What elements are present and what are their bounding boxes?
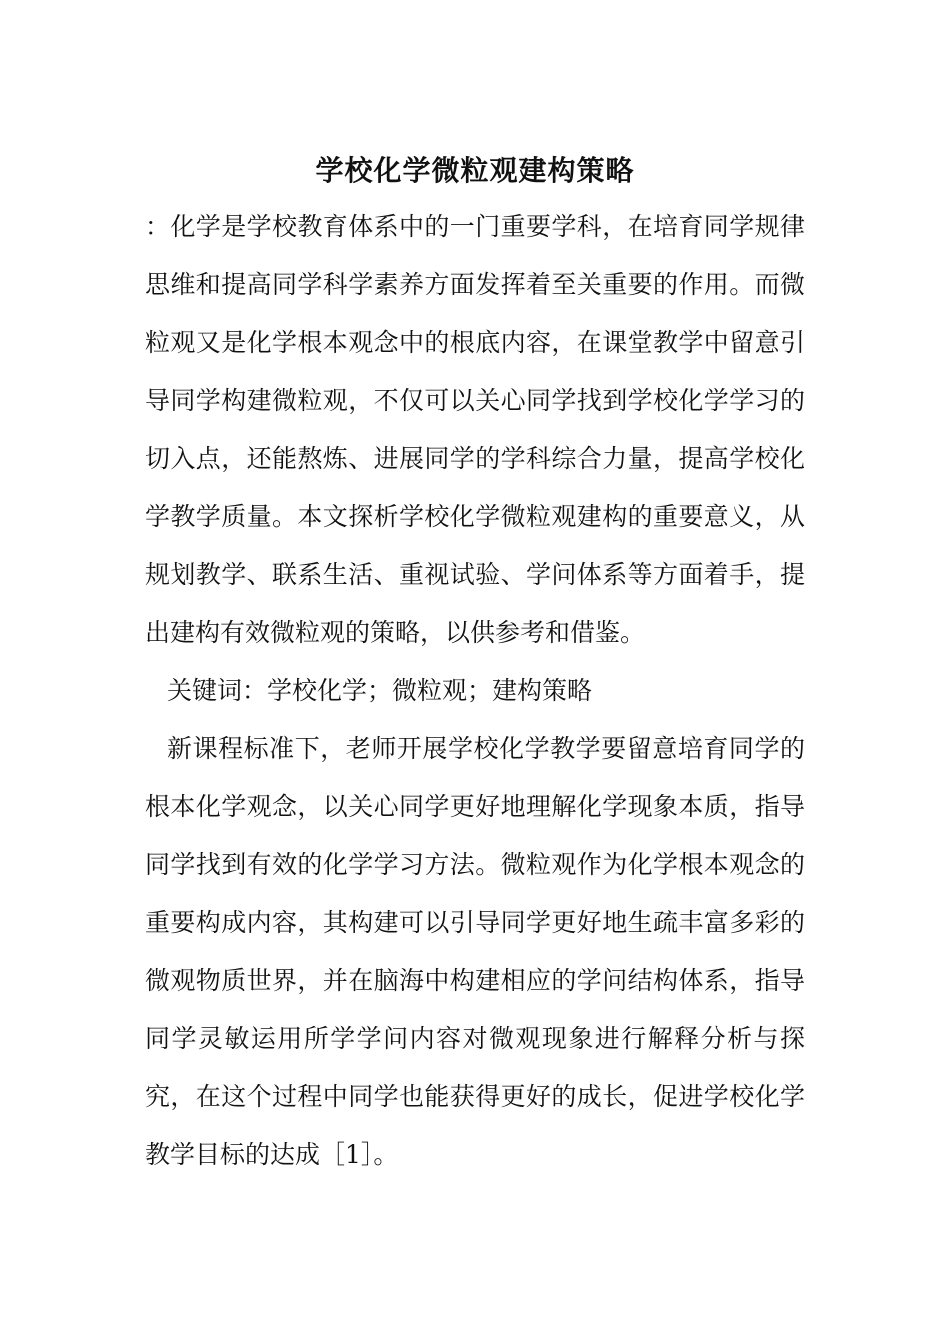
body-paragraph: 新课程标准下，老师开展学校化学教学要留意培育同学的根本化学观念，以关心同学更好地理解化学现象本质，指导同学找到有效的化学学习方法。微粒观作为化学根本观念的重要构成内容，其构建可以引导同学更好地生疏丰富多彩的微观物质世界，并在脑海中构建相应的学问结构体系，指导同学灵敏运用所学学问内容对微观现象进行解释分析与探究，在这个过程中同学也能获得更好的成长，促进学校化学教学目标的达成［1］。 — [145, 734, 805, 1169]
document-title: 学校化学微粒观建构策略 — [315, 153, 635, 187]
keywords-line: 关键词：学校化学；微粒观；建构策略 — [167, 676, 593, 705]
document-body — [145, 198, 805, 1184]
abstract-paragraph: ：化学是学校教育体系中的一门重要学科，在培育同学规律思维和提高同学科学素养方面发挥着至关重要的作用。而微粒观又是化学根本观念中的根底内容，在课堂教学中留意引导同学构建微粒观，不仅可以关心同学找到学校化学学习的切入点，还能熬炼、进展同学的学科综合力量，提高学校化学教学质量。本文探析学校化学微粒观建构的重要意义，从规划教学、联系生活、重视试验、学问体系等方面着手，提出建构有效微粒观的策略，以供参考和借鉴。 — [145, 212, 805, 647]
